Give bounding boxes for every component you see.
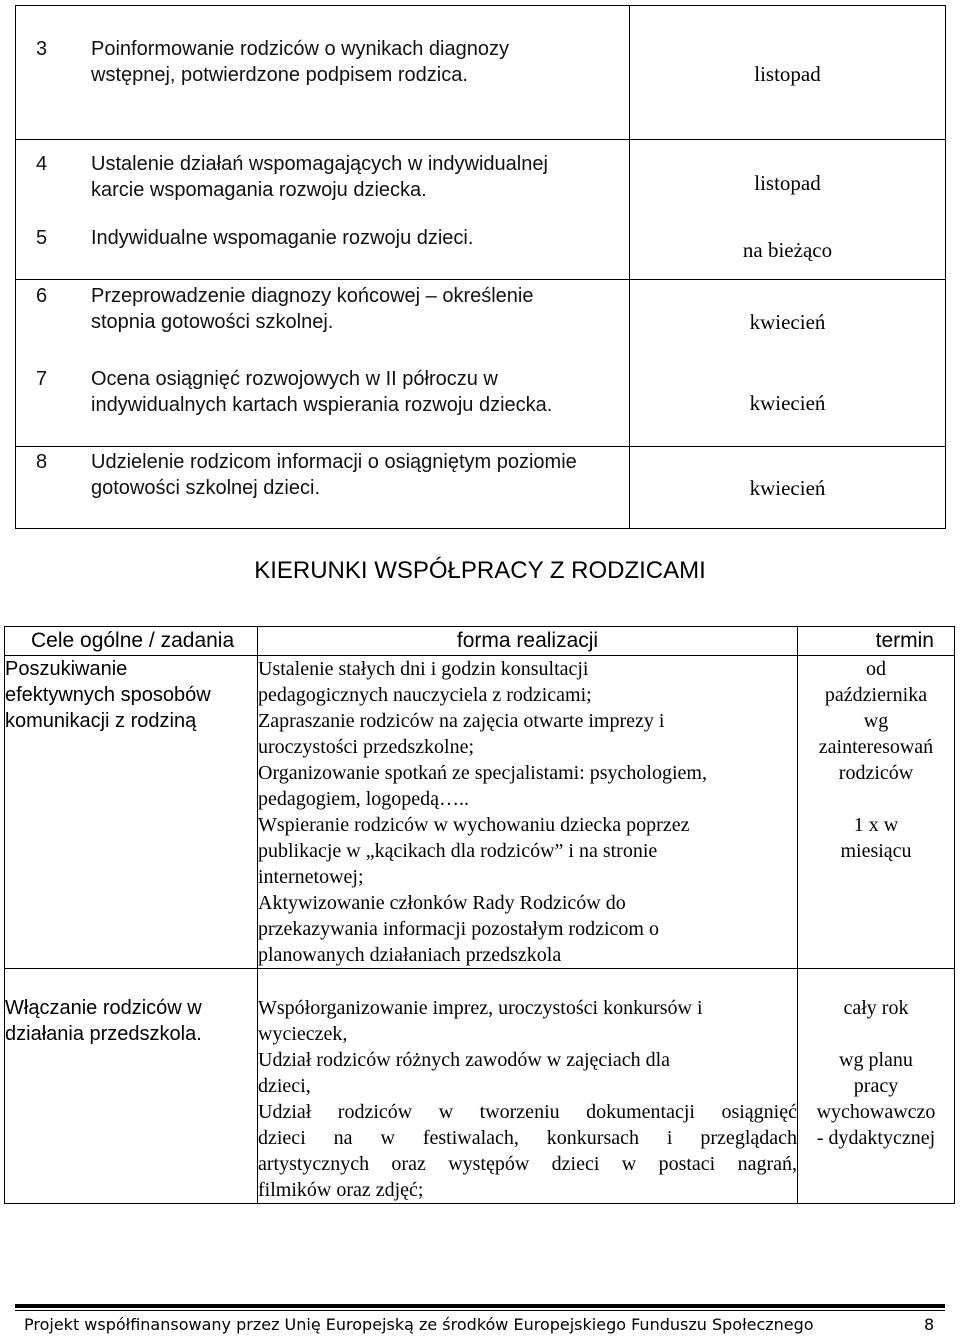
task-cell bbox=[16, 6, 630, 140]
goal-cell bbox=[5, 969, 258, 1204]
footer-divider-thin bbox=[15, 1310, 945, 1311]
term-line: 1 x w bbox=[853, 814, 899, 836]
form-line: przekazywania informacji pozostałym rodzicom o bbox=[258, 918, 659, 940]
goal-line: Poszukiwanie bbox=[5, 658, 128, 680]
form-line: Aktywizowanie członków Rady Rodziców do bbox=[258, 892, 626, 914]
task-cell bbox=[16, 447, 630, 529]
task-line: gotowości szkolnej dzieci. bbox=[91, 477, 320, 499]
footer-text: Projekt współfinansowany przez Unię Europejską ze środków Europejskiego Funduszu Społecznego bbox=[24, 1315, 814, 1334]
term-line: wg bbox=[863, 710, 889, 732]
task-term: listopad bbox=[630, 140, 946, 222]
term-line: wychowawczo bbox=[816, 1101, 936, 1123]
term-line: od bbox=[866, 658, 886, 680]
task-line: indywidualnych kartach wspierania rozwoju dziecka. bbox=[91, 394, 553, 416]
form-cell bbox=[258, 656, 798, 969]
task-row bbox=[16, 6, 946, 140]
section-title: KIERUNKI WSPÓŁPRACY Z RODZICAMI bbox=[254, 557, 706, 584]
task-line: Przeprowadzenie diagnozy końcowej – określenie bbox=[91, 285, 534, 307]
header-goals: Cele ogólne / zadania bbox=[5, 627, 258, 656]
spacer bbox=[798, 786, 954, 812]
header-form: forma realizacji bbox=[258, 627, 798, 656]
task-row bbox=[16, 221, 946, 280]
term-cell bbox=[798, 969, 955, 1204]
table-row bbox=[5, 969, 955, 1204]
form-line: Wspieranie rodziców w wychowaniu dziecka poprzez bbox=[258, 814, 690, 836]
header-term: termin bbox=[798, 627, 955, 656]
goal-line: Włączanie rodziców w bbox=[5, 997, 202, 1019]
task-row bbox=[16, 362, 946, 447]
task-line: Ocena osiągnięć rozwojowych w II półroczu w bbox=[91, 368, 498, 390]
task-term: kwiecień bbox=[630, 280, 946, 363]
task-line: karcie wspomagania rozwoju dziecka. bbox=[91, 179, 427, 201]
task-line: stopnia gotowości szkolnej. bbox=[91, 311, 334, 333]
form-line: planowanych działaniach przedszkola bbox=[258, 944, 562, 966]
task-line: Indywidualne wspomaganie rozwoju dzieci. bbox=[91, 227, 474, 249]
term-line: zainteresowań bbox=[818, 736, 934, 758]
term-cell bbox=[798, 656, 955, 969]
term-line: pracy bbox=[853, 1075, 899, 1097]
task-number: 3 bbox=[36, 38, 48, 60]
task-term: na bieżąco bbox=[630, 221, 946, 280]
task-number: 4 bbox=[36, 153, 48, 175]
form-cell bbox=[258, 969, 798, 1204]
form-line: artystycznych oraz występów dzieci w postaci nagrań, bbox=[258, 1153, 797, 1175]
form-line: wycieczek, bbox=[258, 1023, 348, 1045]
form-line: dzieci, bbox=[258, 1075, 311, 1097]
form-line: pedagogiem, logopedą….. bbox=[258, 788, 470, 810]
form-line: internetowej; bbox=[258, 866, 364, 888]
footer-divider bbox=[15, 1304, 945, 1308]
task-row bbox=[16, 447, 946, 529]
term-line: października bbox=[824, 684, 928, 706]
form-line: Współorganizowanie imprez, uroczystości konkursów i bbox=[258, 997, 703, 1019]
goal-line: działania przedszkola. bbox=[5, 1023, 202, 1045]
term-line: rodziców bbox=[838, 762, 914, 784]
term-line: wg planu bbox=[839, 1049, 913, 1071]
form-line: Zapraszanie rodziców na zajęcia otwarte imprezy i bbox=[258, 710, 665, 732]
goal-cell bbox=[5, 656, 258, 969]
task-number: 6 bbox=[36, 285, 48, 307]
task-line: Ustalenie działań wspomagających w indywidualnej bbox=[91, 153, 548, 175]
task-cell bbox=[16, 140, 630, 222]
form-line: pedagogicznych nauczyciela z rodzicami; bbox=[258, 684, 592, 706]
spacer bbox=[798, 1021, 954, 1047]
form-line: uroczystości przedszkolne; bbox=[258, 736, 475, 758]
form-line: publikacje w „kącikach dla rodziców” i na stronie bbox=[258, 840, 658, 862]
task-cell bbox=[16, 362, 630, 447]
task-number: 8 bbox=[36, 451, 48, 473]
table-row bbox=[5, 656, 955, 969]
term-line: miesiącu bbox=[840, 840, 912, 862]
task-term: kwiecień bbox=[630, 362, 946, 447]
form-line: dzieci na w festiwalach, konkursach i przeglądach bbox=[258, 1127, 797, 1149]
tasks-table bbox=[15, 5, 946, 529]
form-line: Ustalenie stałych dni i godzin konsultacji bbox=[258, 658, 589, 680]
task-row bbox=[16, 140, 946, 222]
task-line: Poinformowanie rodziców o wynikach diagnozy bbox=[91, 38, 509, 60]
form-line: Organizowanie spotkań ze specjalistami: psychologiem, bbox=[258, 762, 707, 784]
task-number: 5 bbox=[36, 227, 48, 249]
form-line: filmików oraz zdjęć; bbox=[258, 1179, 424, 1201]
task-cell bbox=[16, 221, 630, 280]
task-term: kwiecień bbox=[630, 447, 946, 529]
term-line: - dydaktycznej bbox=[816, 1127, 936, 1149]
task-row bbox=[16, 280, 946, 363]
task-line: Udzielenie rodzicom informacji o osiągniętym poziomie bbox=[91, 451, 577, 473]
page-number: 8 bbox=[924, 1315, 935, 1334]
header-row bbox=[5, 627, 955, 656]
task-line: wstępnej, potwierdzone podpisem rodzica. bbox=[91, 64, 468, 86]
task-term: listopad bbox=[630, 6, 946, 140]
task-cell bbox=[16, 280, 630, 363]
term-line: cały rok bbox=[843, 997, 909, 1019]
form-line: Udział rodziców różnych zawodów w zajęciach dla bbox=[258, 1049, 671, 1071]
goal-line: komunikacji z rodziną bbox=[5, 710, 197, 732]
goal-line: efektywnych sposobów bbox=[5, 684, 211, 706]
cooperation-table bbox=[4, 626, 955, 1204]
task-number: 7 bbox=[36, 368, 48, 390]
form-line: Udział rodziców w tworzeniu dokumentacji osiągnięć bbox=[258, 1101, 797, 1123]
